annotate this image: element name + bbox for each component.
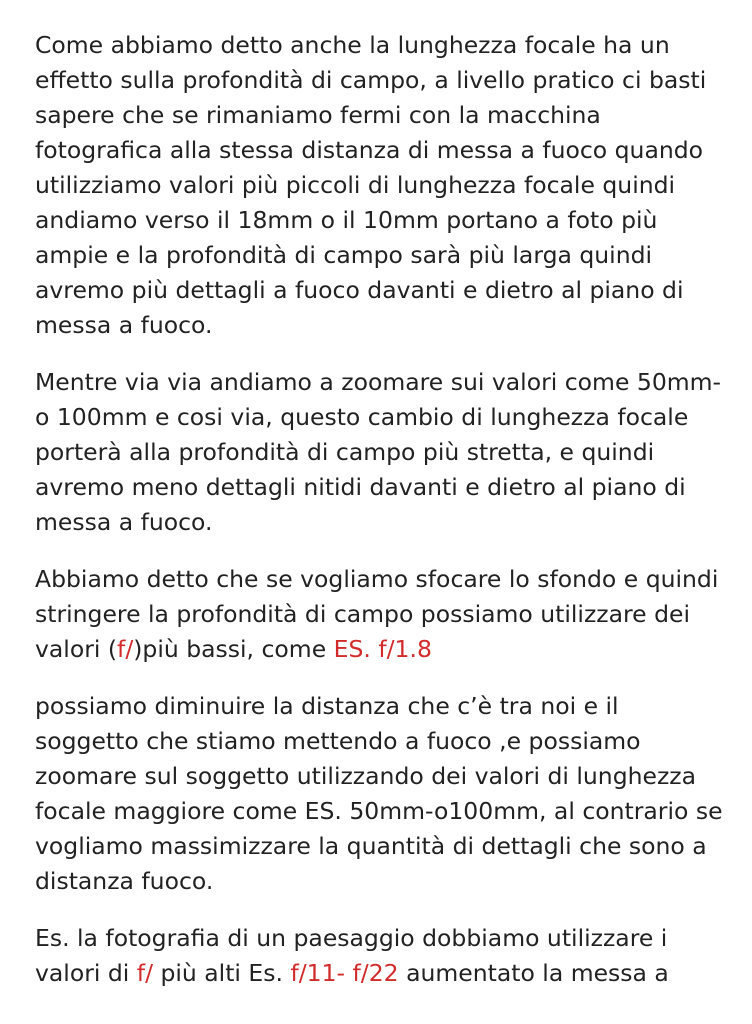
paragraph-aperture xyxy=(35,562,740,667)
text-line: zoomare sul soggetto utilizzando dei valori di lunghezza xyxy=(35,762,697,790)
text-line: sapere che se rimaniamo fermi con la macchina xyxy=(35,101,601,129)
text-line: effetto sulla profondità di campo, a livello pratico ci basti xyxy=(35,66,707,94)
text-line: ampie e la profondità di campo sarà più larga quindi xyxy=(35,241,653,269)
text-line: Abbiamo detto che se vogliamo sfocare lo sfondo e quindi xyxy=(35,565,719,593)
text-line: vogliamo massimizzare la quantità di dettagli che sono a xyxy=(35,832,707,860)
text-line: possiamo diminuire la distanza che c’è tra noi e il xyxy=(35,692,619,720)
text-line: messa a fuoco. xyxy=(35,311,213,339)
text-line: utilizziamo valori più piccoli di lunghezza focale quindi xyxy=(35,171,676,199)
article-body xyxy=(35,28,740,1013)
text-line: stringere la profondità di campo possiamo utilizzare dei xyxy=(35,600,690,628)
text-line: Come abbiamo detto anche la lunghezza focale ha un xyxy=(35,31,670,59)
text-segment: )più bassi, come xyxy=(133,635,334,663)
text-segment: valori ( xyxy=(35,635,118,663)
text-line: distanza fuoco. xyxy=(35,867,214,895)
highlight-f-stop: f/ xyxy=(117,635,134,663)
paragraph-distance xyxy=(35,689,740,899)
text-line: Mentre via via andiamo a zoomare sui valori come 50mm- xyxy=(35,368,722,396)
highlight-aperture-range: f/11- f/22 xyxy=(290,959,399,987)
paragraph-landscape-example xyxy=(35,921,740,991)
text-line: avremo più dettagli a fuoco davanti e dietro al piano di xyxy=(35,276,684,304)
text-line: porterà alla profondità di campo più stretta, e quindi xyxy=(35,438,655,466)
highlight-f-stop: f/ xyxy=(136,959,153,987)
text-line: soggetto che stiamo mettendo a fuoco ,e possiamo xyxy=(35,727,641,755)
text-segment: aumentato la messa a xyxy=(398,959,669,987)
text-line xyxy=(35,956,740,991)
text-line: andiamo verso il 18mm o il 10mm portano a foto più xyxy=(35,206,658,234)
text-line xyxy=(35,632,740,667)
text-line: o 100mm e cosi via, questo cambio di lunghezza focale xyxy=(35,403,689,431)
text-line: messa a fuoco. xyxy=(35,508,213,536)
text-segment: più alti Es. xyxy=(153,959,291,987)
text-line: Es. la fotografia di un paesaggio dobbiamo utilizzare i xyxy=(35,924,668,952)
text-line: fotografica alla stessa distanza di messa a fuoco quando xyxy=(35,136,704,164)
highlight-example-aperture: ES. f/1.8 xyxy=(333,635,432,663)
text-line: avremo meno dettagli nitidi davanti e dietro al piano di xyxy=(35,473,686,501)
paragraph-focal-length-intro xyxy=(35,28,740,343)
text-segment: valori di xyxy=(35,959,137,987)
paragraph-zoom xyxy=(35,365,740,540)
text-line: focale maggiore come ES. 50mm-o100mm, al contrario se xyxy=(35,797,723,825)
